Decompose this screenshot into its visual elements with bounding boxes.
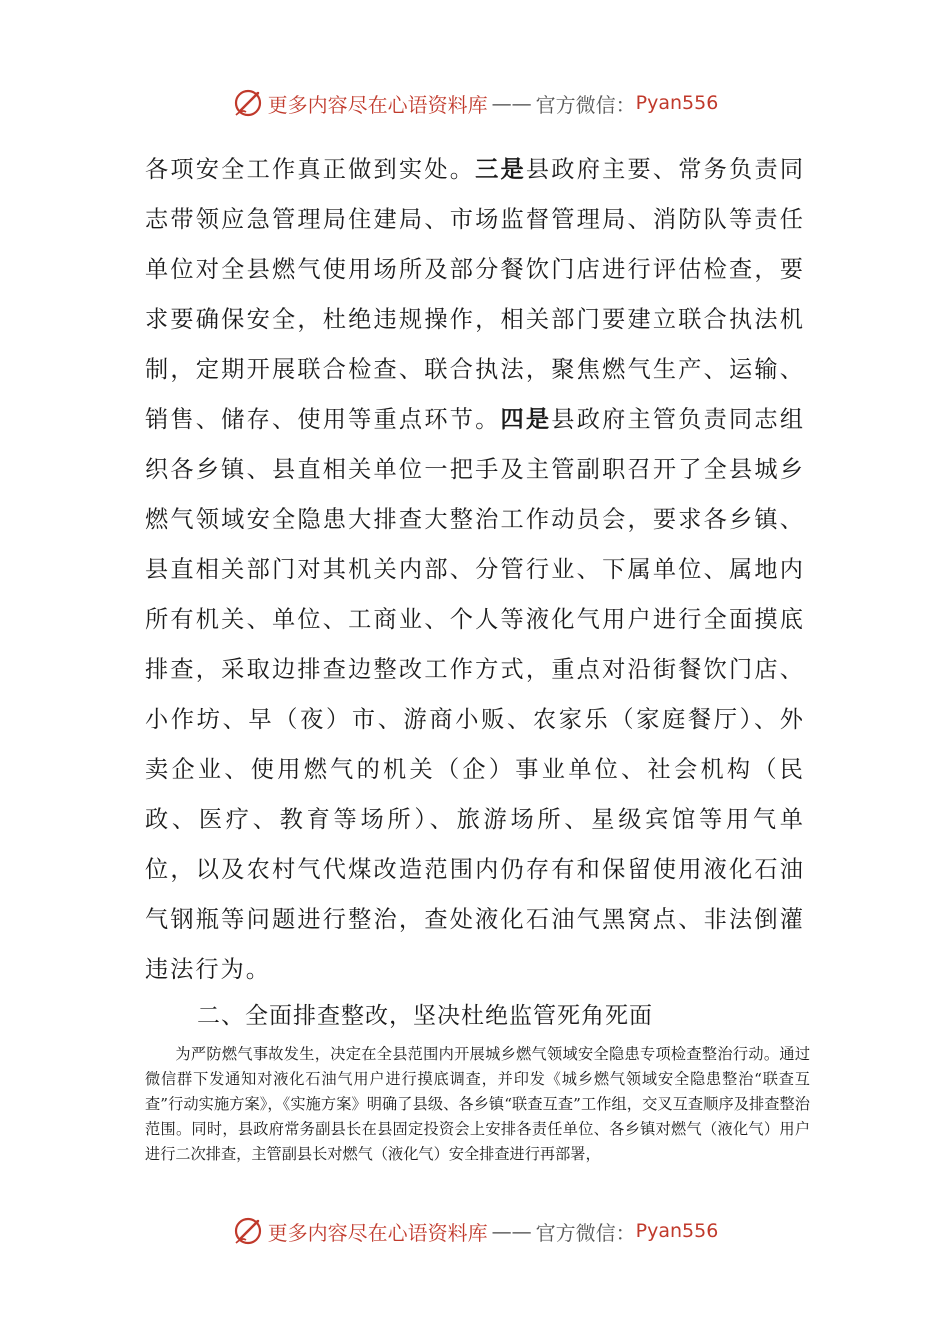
- watermark-wechat-id: Pyan556: [635, 92, 719, 114]
- watermark-label: 官方微信：: [535, 92, 636, 117]
- paragraph-text: 县政府主要、常务负责同志带领应急管理局住建局、市场监督管理局、消防队等责任单位对全县燃气使用场所及部分餐饮门店进行评估检查，要求要确保安全，杜绝违规操作，相关部门要建立联合执法机制，定期开展联合检查、联合执法，聚焦燃气生产、运输、销售、储存、使用等重点环节。: [145, 156, 806, 433]
- watermark-text: 更多内容尽在心语资料库: [267, 1220, 488, 1245]
- watermark-banner-top: [0, 83, 950, 123]
- body-paragraph-2: 为严防燃气事故发生，决定在全县范围内开展城乡燃气领域安全隐患专项检查整治行动。通过微信群下发通知对液化石油气用户进行摸底调查，并印发《城乡燃气领域安全隐患整治“联查互查”行动实施方案》，《实施方案》明确了县级、各乡镇“联查互查”工作组，交叉互查顺序及排查整治范围。同时，县政府常务副县长在县固定投资会上安排各责任单位、各乡镇对燃气（液化气）用户进行二次排查，主管副县长对燃气（液化气）安全排查进行再部署，: [145, 1045, 810, 1163]
- watermark-separator: ——: [491, 1219, 532, 1243]
- paragraph-text: 各项安全工作真正做到实处。: [145, 156, 476, 183]
- pen-circle-logo-icon: [232, 87, 264, 119]
- watermark-wechat-id: Pyan556: [635, 1220, 719, 1242]
- bold-marker-four: 四是: [500, 406, 552, 433]
- paragraph-text: 县政府主管负责同志组织各乡镇、县直相关单位一把手及主管副职召开了全县城乡燃气领域安全隐患大排查大整治工作动员会，要求各乡镇、县直相关部门对其机关内部、分管行业、下属单位、属地内所有机关、单位、工商业、个人等液化气用户进行全面摸底排查，采取边排查边整改工作方式，重点对沿街餐饮门店、小作坊、早（夜）市、游商小贩、农家乐（家庭餐厅）、外卖企业、使用燃气的机关（企）事业单位、社会机构（民政、医疗、教育等场所）、旅游场所、星级宾馆等用气单位，以及农村气代煤改造范围内仍存有和保留使用液化石油气钢瓶等问题进行整治，查处液化石油气黑窝点、非法倒灌违法行为。: [145, 406, 806, 983]
- body-paragraph-1: [145, 145, 805, 995]
- watermark-separator: ——: [491, 91, 532, 115]
- section-heading: 二、全面排查整改，坚决杜绝监管死角死面: [197, 1003, 653, 1029]
- watermark-label: 官方微信：: [535, 1220, 636, 1245]
- bold-marker-three: 三是: [475, 156, 526, 183]
- watermark-text: 更多内容尽在心语资料库: [267, 92, 488, 117]
- pen-circle-logo-icon: [232, 1215, 264, 1247]
- watermark-banner-bottom: [0, 1211, 950, 1251]
